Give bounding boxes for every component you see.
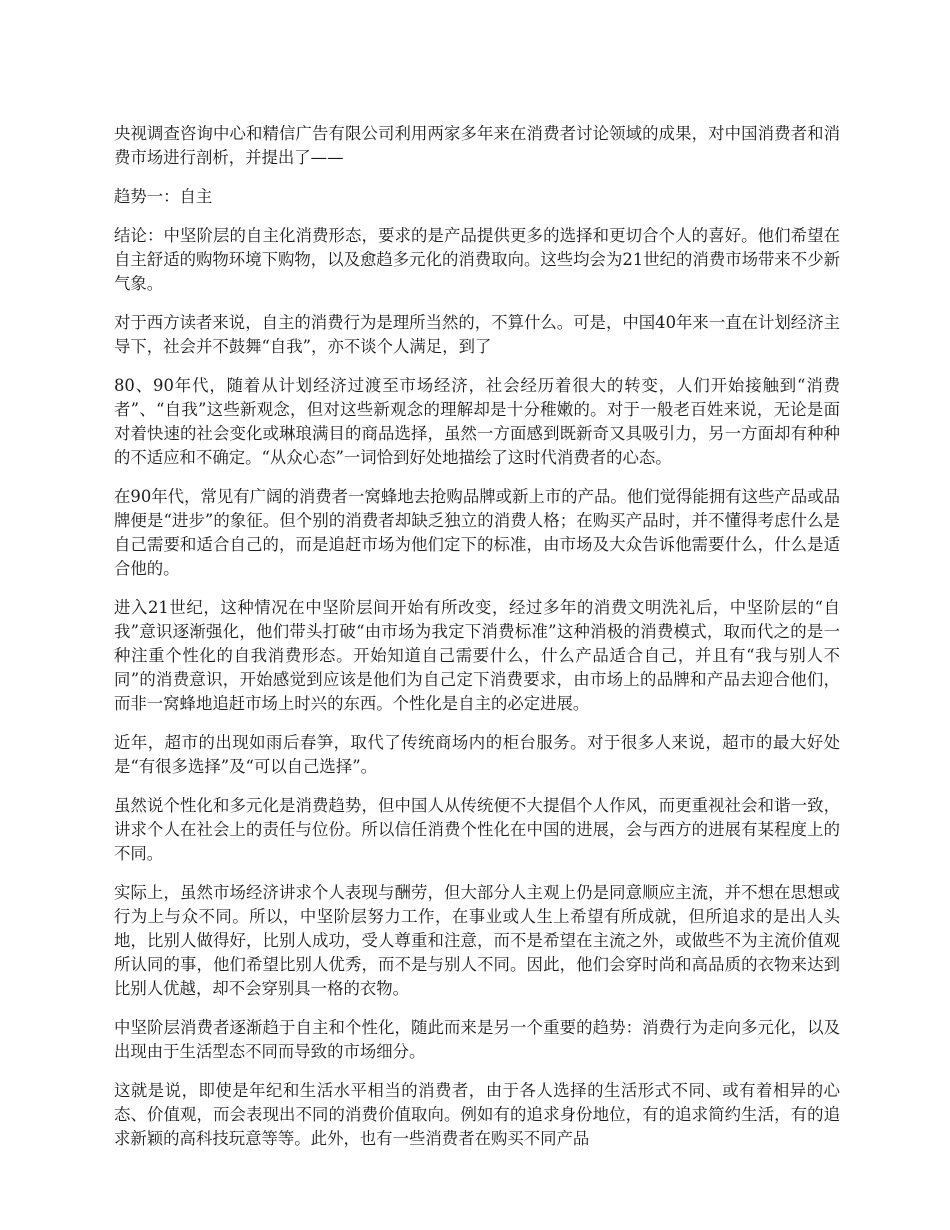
body-paragraph: 这就是说，即使是年纪和生活水平相当的消费者，由于各人选择的生活形式不同、或有着相异的心态、价值观，而会表现出不同的消费价值取向。例如有的追求身份地位，有的追求简约生活，有的追求新颖的高科技玩意等等。此外，也有一些消费者在购买不同产品 bbox=[114, 1081, 840, 1148]
intro-paragraph: 央视调查咨询中心和精信广告有限公司利用两家多年来在消费者讨论领域的成果，对中国消费者和消费市场进行剖析，并提出了—— bbox=[114, 124, 840, 167]
body-paragraph: 结论：中坚阶层的自主化消费形态，要求的是产品提供更多的选择和更切合个人的喜好。他们希望在自主舒适的购物环境下购物，以及愈趋多元化的消费取向。这些均会为21世纪的消费市场带来不少新气象。 bbox=[114, 226, 840, 293]
body-paragraph: 在90年代，常见有广阔的消费者一窝蜂地去抢购品牌或新上市的产品。他们觉得能拥有这些产品或品牌便是“进步”的象征。但个别的消费者却缺乏独立的消费人格；在购买产品时，并不懂得考虑什么是自己需要和适合自己的，而是追赶市场为他们定下的标准，由市场及大众告诉他需要什么，什么是适合他的。 bbox=[114, 487, 840, 578]
body-paragraph: 中坚阶层消费者逐渐趋于自主和个性化，随此而来是另一个重要的趋势：消费行为走向多元化，以及出现由于生活型态不同而导致的市场细分。 bbox=[114, 1018, 840, 1061]
document-body bbox=[114, 122, 840, 1166]
body-paragraph: 虽然说个性化和多元化是消费趋势，但中国人从传统便不大提倡个人作风，而更重视社会和谐一致，讲求个人在社会上的责任与位份。所以信任消费个性化在中国的进展，会与西方的进展有某程度上的不同。 bbox=[114, 796, 840, 863]
body-paragraph: 对于西方读者来说，自主的消费行为是理所当然的，不算什么。可是，中国40年来一直在计划经济主导下，社会并不鼓舞“自我”，亦不谈个人满足，到了 bbox=[114, 313, 840, 356]
body-paragraph: 80、90年代，随着从计划经济过渡至市场经济，社会经历着很大的转变，人们开始接触到“消费者”、“自我”这些新观念，但对这些新观念的理解却是十分稚嫩的。对于一般老百姓来说，无论是面对着快速的社会变化或琳琅满目的商品选择，虽然一方面感到既新奇又具吸引力，另一方面却有种种的不适应和不确定。“从众心态”一词恰到好处地描绘了这时代消费者的心态。 bbox=[114, 376, 840, 467]
section-heading: 趋势一：自主 bbox=[114, 187, 213, 206]
body-paragraph: 实际上，虽然市场经济讲求个人表现与酬劳，但大部分人主观上仍是同意顺应主流，并不想在思想或行为上与众不同。所以，中坚阶层努力工作，在事业或人生上希望有所成就，但所追求的是出人头地，比别人做得好，比别人成功，受人尊重和注意，而不是希望在主流之外，或做些不为主流价值观所认同的事，他们希望比别人优秀，而不是与别人不同。因此，他们会穿时尚和高品质的衣物来达到比别人优越，却不会穿别具一格的衣物。 bbox=[114, 883, 840, 998]
body-paragraph: 近年，超市的出现如雨后春笋，取代了传统商场内的柜台服务。对于很多人来说，超市的最大好处是“有很多选择”及“可以自己选择”。 bbox=[114, 733, 840, 776]
body-paragraph: 进入21世纪，这种情况在中坚阶层间开始有所改变，经过多年的消费文明洗礼后，中坚阶层的“自我”意识逐渐强化，他们带头打破“由市场为我定下消费标准”这种消极的消费模式，取而代之的是一种注重个性化的自我消费形态。开始知道自己需要什么，什么产品适合自己，并且有“我与别人不同”的消费意识，开始感觉到应该是他们为自己定下消费要求，由市场上的品牌和产品去迎合他们，而非一窝蜂地追赶市场上时兴的东西。个性化是自主的必定进展。 bbox=[114, 598, 840, 713]
